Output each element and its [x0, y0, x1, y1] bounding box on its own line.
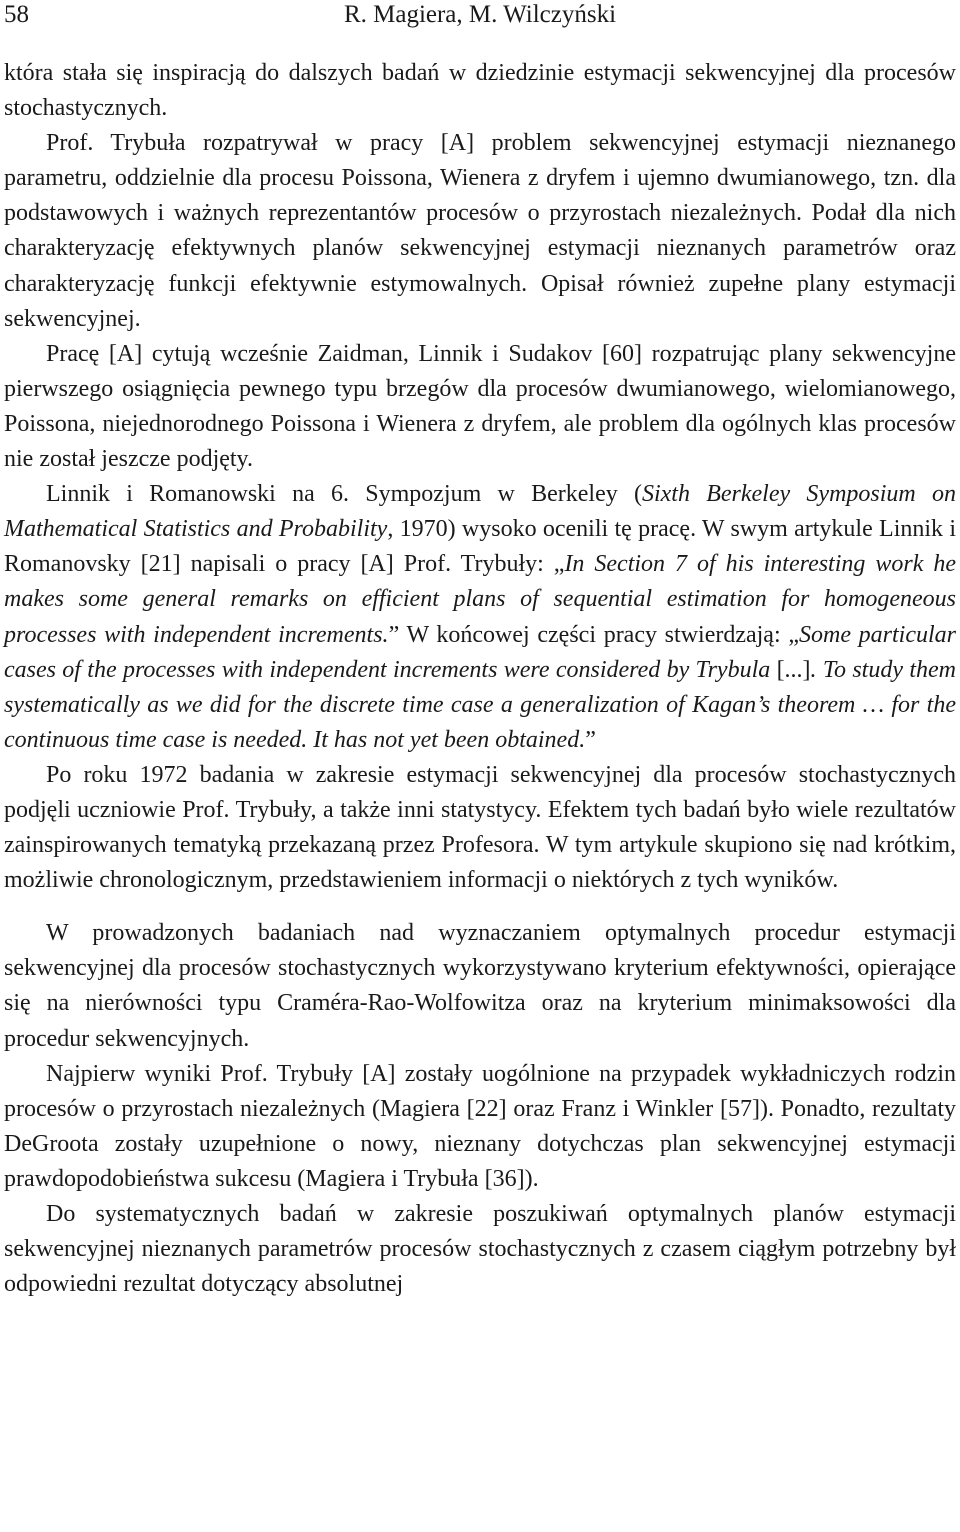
paragraph — [4, 337, 956, 477]
text-run: która stała się inspiracją do dalszych badań w dziedzinie estymacji sekwencyjnej dla procesów stochastycznych. — [4, 60, 956, 122]
page-header — [4, 0, 956, 30]
running-head: R. Magiera, M. Wilczyński — [343, 1, 617, 28]
paragraph — [4, 758, 956, 898]
text-run: , 1970) wysoko ocenili tę pracę. W swym artykule Linnik i Romanovsky [21] napisali o pracy [A] Prof. Trybuły: „ — [4, 516, 956, 578]
text-run: Prof. Trybuła rozpatrywał w pracy [A] problem sekwencyjnej estymacji nieznanego parametru, oddzielnie dla procesu Poissona, Wienera z dryfem i ujemno dwumianowego, tzn. dla podstawowych i ważnych reprezentantów procesów o przyrostach niezależnych. Podał dla nich charakteryzację efektywnych planów sekwencyjnej estymacji nieznanych parametrów oraz charakteryzację funkcji efektywnie estymowalnych. Opisał również zupełne plany estymacji sekwencyjnej. — [4, 130, 956, 332]
paragraph — [4, 916, 956, 1056]
paragraph — [4, 56, 956, 126]
text-run: ” W końcowej części pracy stwierdzają: „ — [388, 621, 799, 648]
italic-text: . To study them systematically as we did for the discrete time case a generalization of Kagan’s theorem … for the continuous time case is needed. It has not yet been obtained. — [4, 656, 956, 753]
paragraph — [4, 1057, 956, 1197]
italic-text: Sixth Berkeley Symposium on Mathematical Statistics and Probability — [4, 481, 956, 543]
text-run: Linnik i Romanowski na 6. Sympozjum w Berkeley ( — [46, 481, 642, 508]
text-run: W prowadzonych badaniach nad wyznaczaniem optymalnych procedur estymacji sekwencyjnej dla procesów stochastycznych wykorzystywano kryterium efektywności, opierające się na nierówności typu Craméra-Rao-Wolfowitza oraz na kryterium minimaksowości dla procedur sekwencyjnych. — [4, 920, 956, 1052]
paragraph — [4, 1197, 956, 1302]
italic-text: In Section 7 of his interesting work he makes some general remarks on efficient plans of sequential estimation for homogeneous processes with independent increments. — [4, 551, 957, 648]
paragraph — [4, 477, 956, 758]
paragraph — [4, 126, 956, 337]
text-run: Pracę [A] cytują wcześnie Zaidman, Linnik i Sudakov [60] rozpatrując plany sekwencyjne pierwszego osiągnięcia pewnego typu brzegów dla procesów dwumianowego, wielomianowego, Poissona, niejednorodnego Poissona i Wienera z dryfem, ale problem dla ogólnych klas procesów nie został jeszcze podjęty. — [4, 340, 956, 473]
text-run: [...] — [776, 656, 811, 683]
italic-text: Some particular cases of the processes with independent increments were considered by Trybula — [4, 621, 956, 683]
text-run: Po roku 1972 badania w zakresie estymacji sekwencyjnej dla procesów stochastycznych podjęli uczniowie Prof. Trybuły, a także inni statystycy. Efektem tych badań było wiele rezultatów zainspirowanych tematyką przekazaną przez Profesora. W tym artykule skupiono się nad krótkim, możliwie chronologicznym, przedstawieniem informacji o niektórych z tych wyników. — [4, 761, 956, 894]
text-run: Do systematycznych badań w zakresie poszukiwań optymalnych planów estymacji sekwencyjnej nieznanych parametrów procesów stochastycznych z czasem ciągłym potrzebny był odpowiedni rezultat dotyczący absolutnej — [4, 1201, 956, 1298]
text-run: Najpierw wyniki Prof. Trybuły [A] zostały uogólnione na przypadek wykładniczych rodzin procesów o przyrostach niezależnych (Magiera [22] oraz Franz i Winkler [57]). Ponadto, rezultaty DeGroota zostały uzupełnione o nowy, nieznany dotychczas plan sekwencyjnej estymacji prawdopodobieństwa sukcesu (Magiera i Trybuła [36]). — [4, 1060, 956, 1192]
body-text — [4, 56, 956, 1302]
text-run: ” — [585, 726, 596, 753]
page-number: 58 — [4, 1, 29, 28]
document-page — [4, 0, 956, 1302]
